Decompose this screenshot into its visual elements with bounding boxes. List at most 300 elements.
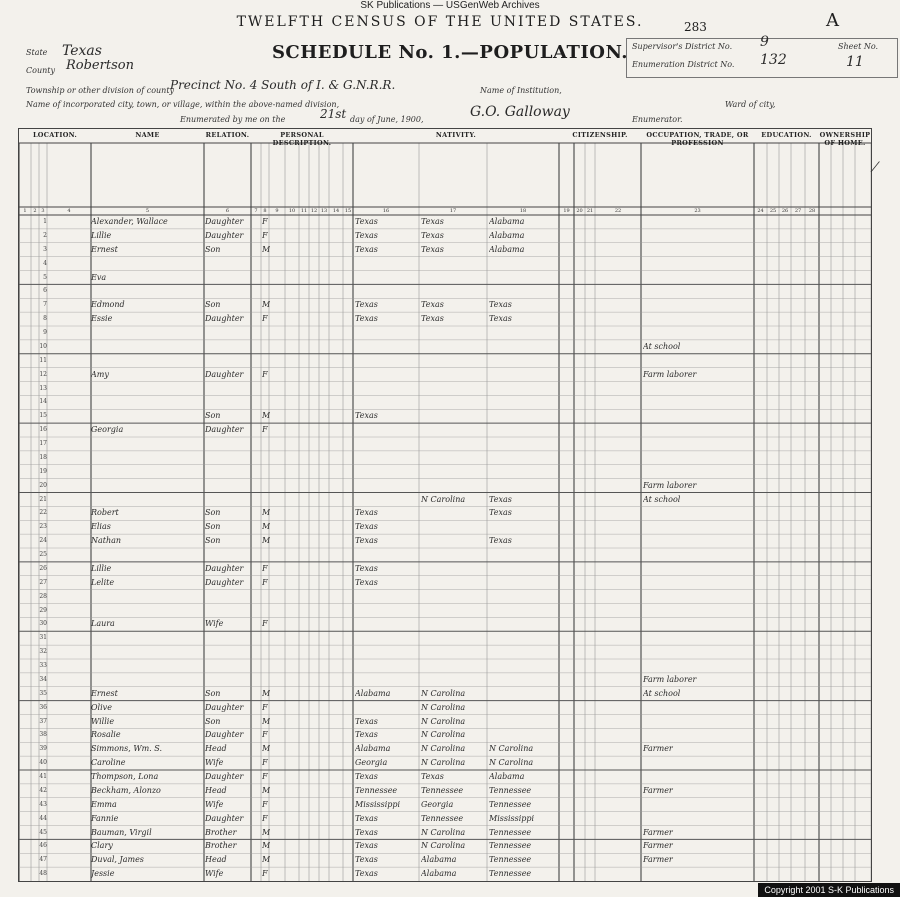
row-sex [262, 438, 270, 451]
row-rel: Wife [205, 619, 224, 629]
row-sex: M [262, 827, 270, 837]
row-occupation: At school [643, 688, 681, 698]
row-place [355, 272, 419, 285]
row-sex: F [262, 425, 268, 435]
row-mother: N Carolina [489, 758, 534, 768]
row-number: 44 [39, 814, 47, 822]
row-name [91, 383, 201, 396]
row-rel: Wife [205, 758, 224, 768]
row-place [355, 424, 419, 437]
row-father [421, 646, 487, 659]
row-name: Willie [91, 716, 115, 726]
row-mother: Tennessee [489, 799, 532, 809]
row-rel: Wife [205, 799, 224, 809]
row-place: Texas [355, 217, 378, 226]
row-name [91, 452, 201, 465]
row-number: 27 [39, 578, 47, 586]
row-sex: M [262, 244, 270, 254]
row-mother: Tennessee [489, 841, 532, 851]
enumerator-label: Enumerator. [632, 115, 683, 124]
row-father: Tennessee [421, 813, 464, 823]
row-father [421, 285, 487, 298]
row-number: 17 [39, 440, 47, 447]
row-rel: Son [205, 300, 221, 310]
row-rel [205, 591, 251, 604]
row-mother [489, 618, 559, 631]
row-mother [489, 424, 559, 437]
row-father: N Carolina [421, 730, 466, 740]
row-mother [489, 327, 559, 340]
row-place [355, 383, 419, 396]
row-place [355, 605, 419, 618]
row-name: Clary [91, 841, 113, 851]
row-mother [489, 605, 559, 618]
row-sex [262, 494, 270, 507]
row-father [421, 549, 487, 562]
section-header: OCCUPATION, TRADE, OR PROFESSION [646, 131, 749, 147]
row-father [421, 341, 487, 354]
row-sex [262, 466, 270, 479]
row-place: Alabama [355, 744, 391, 754]
row-sex: F [262, 799, 268, 809]
row-rel: Son [205, 536, 221, 546]
column-number: 10 [288, 208, 296, 214]
row-mother [489, 355, 559, 368]
section-header: NAME [135, 131, 160, 139]
row-father: Georgia [421, 799, 454, 809]
row-rel: Daughter [205, 369, 244, 379]
row-name [91, 494, 201, 507]
row-place [355, 285, 419, 298]
row-place: Texas [355, 855, 378, 865]
row-occupation: At school [643, 341, 681, 351]
row-sex: M [262, 716, 270, 726]
row-place: Texas [355, 730, 378, 740]
row-father [421, 507, 487, 520]
row-rel: Wife [205, 869, 224, 879]
row-place: Texas [355, 577, 378, 587]
row-mother: N Carolina [489, 744, 534, 754]
enumerated-label: Enumerated by me on the [180, 115, 286, 124]
row-name [91, 285, 201, 298]
township-label: Township or other division of county [26, 86, 175, 95]
row-name [91, 605, 201, 618]
row-rel [205, 355, 251, 368]
row-name [91, 410, 201, 423]
row-mother [489, 646, 559, 659]
row-place: Texas [355, 841, 378, 851]
row-place [355, 660, 419, 673]
row-number: 31 [39, 634, 47, 642]
row-mother [489, 702, 559, 715]
row-rel: Daughter [205, 425, 244, 435]
row-name: Emma [91, 799, 117, 809]
row-number: 21 [39, 495, 47, 503]
row-sex: F [262, 563, 268, 573]
row-number: 30 [39, 620, 47, 628]
row-mother [489, 674, 559, 687]
row-place: Texas [355, 522, 378, 532]
row-father [421, 591, 487, 604]
row-number: 29 [39, 606, 47, 614]
row-number: 2 [43, 231, 47, 239]
row-rel: Son [205, 508, 221, 518]
row-sex: F [262, 314, 268, 324]
row-place [355, 646, 419, 659]
institution-label: Name of Institution, [480, 86, 562, 95]
row-number: 18 [39, 453, 47, 461]
row-name: Nathan [91, 536, 122, 546]
row-name: Edmond [91, 300, 125, 310]
row-father [421, 424, 487, 437]
row-father: Texas [421, 244, 444, 254]
column-number: 13 [320, 208, 328, 214]
row-rel: Brother [205, 827, 237, 837]
row-rel: Son [205, 411, 221, 421]
row-sex [262, 355, 270, 368]
row-number: 23 [39, 523, 47, 531]
row-name: Lelite [91, 577, 115, 587]
row-number: 37 [39, 717, 47, 725]
row-rel: Daughter [205, 230, 244, 240]
row-number: 47 [39, 856, 47, 864]
row-number: 42 [39, 786, 47, 794]
row-name [91, 327, 201, 340]
row-sex: F [262, 730, 268, 740]
section-header: NATIVITY. [435, 131, 477, 139]
row-rel [205, 452, 251, 465]
row-mother [489, 632, 559, 645]
row-sex: M [262, 411, 270, 421]
row-father: N Carolina [421, 688, 466, 698]
row-place: Tennessee [355, 785, 398, 795]
row-place: Texas [355, 300, 378, 310]
row-sex: F [262, 619, 268, 629]
row-name: Rosalie [91, 730, 121, 740]
row-rel [205, 674, 251, 687]
row-place [355, 618, 419, 631]
row-sex [262, 258, 270, 271]
row-sex: F [262, 369, 268, 379]
row-name: Elias [91, 522, 111, 532]
row-sex [262, 646, 270, 659]
row-place: Mississippi [355, 799, 401, 809]
census-table [18, 128, 872, 882]
row-place: Georgia [355, 758, 388, 768]
row-sex: F [262, 758, 268, 768]
column-number: 4 [67, 208, 71, 214]
ward-label: Ward of city, [725, 100, 776, 109]
row-number: 40 [39, 759, 47, 767]
row-number: 36 [39, 703, 47, 711]
row-number: 45 [39, 828, 47, 836]
column-number: 21 [586, 208, 594, 214]
row-number: 22 [39, 509, 47, 517]
row-number: 3 [43, 245, 47, 253]
column-number: 1 [23, 208, 27, 214]
row-place [355, 369, 419, 382]
row-mother: Texas [489, 314, 512, 324]
row-number: 5 [43, 273, 47, 281]
row-place: Texas [355, 869, 378, 879]
row-rel [205, 285, 251, 298]
row-number: 25 [39, 551, 47, 558]
row-father [421, 383, 487, 396]
row-rel: Daughter [205, 702, 244, 712]
row-name: Olive [91, 702, 112, 712]
row-mother: Tennessee [489, 855, 532, 865]
row-rel [205, 549, 251, 562]
row-place: Texas [355, 813, 378, 823]
row-mother: Texas [489, 300, 512, 310]
row-father: Texas [421, 772, 444, 781]
row-father [421, 563, 487, 576]
page-number: 283 [684, 20, 707, 34]
row-father [421, 674, 487, 687]
column-number: 25 [769, 208, 777, 214]
row-mother [489, 452, 559, 465]
county-value: Robertson [66, 58, 134, 73]
row-mother [489, 410, 559, 423]
row-name: Essie [91, 314, 113, 324]
margin-annotation: ⁄ [874, 160, 877, 176]
county-label: County [26, 66, 55, 75]
row-sex [262, 480, 270, 493]
row-father: N Carolina [421, 716, 466, 726]
row-mother [489, 369, 559, 382]
row-number: 24 [39, 537, 47, 545]
row-sex [262, 660, 270, 673]
row-father [421, 466, 487, 479]
township-value: Precinct No. 4 South of I. & G.N.R.R. [170, 78, 396, 92]
row-number: 38 [39, 731, 47, 739]
row-mother [489, 577, 559, 590]
row-mother [489, 549, 559, 562]
row-number: 7 [43, 301, 47, 309]
enum-district-label: Enumeration District No. [632, 60, 735, 69]
enumerated-day: 21st [320, 107, 347, 121]
row-name: Eva [91, 272, 107, 282]
row-place [355, 632, 419, 645]
row-sex [262, 327, 270, 340]
row-father [421, 258, 487, 271]
row-name [91, 466, 201, 479]
row-name: Ernest [91, 244, 118, 254]
schedule-title: SCHEDULE No. 1.—POPULATION. [271, 42, 629, 63]
row-rel [205, 605, 251, 618]
row-rel [205, 327, 251, 340]
row-name [91, 396, 201, 409]
row-number: 10 [39, 342, 47, 350]
row-sex: F [262, 217, 268, 226]
row-father: Tennessee [421, 785, 464, 795]
row-sex [262, 383, 270, 396]
row-name: Jessie [91, 869, 115, 879]
row-sex: M [262, 855, 270, 865]
row-number: 9 [43, 329, 47, 336]
column-number: 15 [344, 208, 352, 214]
row-rel [205, 272, 251, 285]
row-number: 15 [39, 412, 47, 420]
row-occupation: Farm laborer [643, 674, 697, 684]
column-number: 26 [781, 208, 789, 214]
row-number: 34 [39, 675, 47, 683]
row-number: 35 [39, 689, 47, 697]
row-number: 43 [39, 800, 47, 808]
row-name: Caroline [91, 758, 126, 768]
row-sex: F [262, 813, 268, 823]
row-place [355, 549, 419, 562]
row-rel: Daughter [205, 772, 244, 781]
row-place: Texas [355, 411, 378, 421]
row-name: Amy [91, 369, 109, 379]
row-rel [205, 396, 251, 409]
row-father: N Carolina [421, 758, 466, 768]
section-header: OWNERSHIP OF HOME. [819, 131, 871, 147]
column-number: 2 [33, 208, 37, 214]
row-father [421, 272, 487, 285]
row-sex [262, 674, 270, 687]
row-sex: M [262, 536, 270, 546]
row-sex: M [262, 522, 270, 532]
row-place [355, 494, 419, 507]
row-number: 11 [39, 356, 47, 364]
row-rel [205, 466, 251, 479]
row-rel [205, 438, 251, 451]
archive-banner: SK Publications — USGenWeb Archives [360, 0, 540, 11]
enum-district-value: 132 [760, 52, 787, 68]
row-number: 4 [43, 259, 47, 267]
row-sex: F [262, 869, 268, 879]
row-father: N Carolina [421, 744, 466, 754]
row-name: Ernest [91, 688, 118, 698]
row-father [421, 452, 487, 465]
row-sex: F [262, 577, 268, 587]
row-rel: Head [205, 785, 227, 795]
row-name: Lillie [91, 563, 112, 573]
column-number: 17 [449, 208, 457, 214]
sheet-letter: A [826, 10, 839, 31]
row-sex [262, 285, 270, 298]
row-rel: Son [205, 716, 221, 726]
row-sex [262, 591, 270, 604]
row-name [91, 549, 201, 562]
row-mother [489, 285, 559, 298]
row-number: 46 [39, 842, 47, 850]
column-number: 11 [300, 208, 308, 214]
row-place: Alabama [355, 688, 391, 698]
row-mother [489, 438, 559, 451]
row-father [421, 632, 487, 645]
column-number: 14 [332, 208, 340, 214]
row-rel: Son [205, 688, 221, 698]
month-label: day of June, 1900, [350, 115, 424, 124]
row-mother [489, 729, 559, 742]
row-mother: Tennessee [489, 785, 532, 795]
row-occupation: Farm laborer [643, 480, 697, 490]
row-place: Texas [355, 716, 378, 726]
row-sex: M [262, 688, 270, 698]
row-rel: Daughter [205, 314, 244, 324]
row-place: Texas [355, 230, 378, 240]
row-father [421, 480, 487, 493]
row-mother: Alabama [489, 217, 525, 226]
row-name: Georgia [91, 425, 124, 435]
row-place [355, 438, 419, 451]
row-occupation: Farmer [643, 827, 673, 837]
census-title: TWELFTH CENSUS OF THE UNITED STATES. [236, 14, 644, 30]
row-place: Texas [355, 314, 378, 324]
row-name [91, 660, 201, 673]
row-mother [489, 383, 559, 396]
row-number: 8 [43, 315, 47, 323]
row-place [355, 327, 419, 340]
column-number: 7 [254, 208, 258, 214]
row-rel: Son [205, 244, 221, 254]
row-occupation: Farm laborer [643, 369, 697, 379]
row-number: 33 [39, 662, 47, 669]
row-name [91, 341, 201, 354]
state-label: State [26, 48, 48, 57]
row-sex [262, 549, 270, 562]
row-rel: Head [205, 855, 227, 865]
row-occupation: Farmer [643, 841, 673, 851]
row-rel: Daughter [205, 563, 244, 573]
row-number: 19 [39, 467, 47, 475]
row-mother [489, 341, 559, 354]
row-name: Thompson, Lona [91, 772, 159, 781]
row-number: 20 [39, 481, 47, 489]
row-sex: M [262, 300, 270, 310]
column-number: 12 [310, 208, 318, 214]
row-rel: Son [205, 522, 221, 532]
row-father: Texas [421, 300, 444, 310]
row-name [91, 632, 201, 645]
row-name [91, 258, 201, 271]
section-header: EDUCATION. [761, 131, 812, 139]
row-number: 48 [39, 870, 47, 878]
row-sex [262, 632, 270, 645]
row-rel: Daughter [205, 730, 244, 740]
row-place: Texas [355, 244, 378, 254]
row-rel: Daughter [205, 577, 244, 587]
column-number: 8 [263, 208, 267, 214]
row-mother [489, 272, 559, 285]
row-sex: F [262, 230, 268, 240]
row-name: Lillie [91, 230, 112, 240]
row-occupation: At school [643, 494, 681, 504]
city-label: Name of incorporated city, town, or village, within the above-named division, [26, 100, 340, 109]
copyright-notice: Copyright 2001 S-K Publications [758, 883, 900, 897]
row-rel [205, 660, 251, 673]
row-mother: Mississippi [489, 813, 535, 823]
row-rel: Daughter [205, 813, 244, 823]
row-place: Texas [355, 563, 378, 573]
row-occupation: Farmer [643, 744, 673, 754]
row-number: 41 [39, 773, 47, 780]
row-place [355, 452, 419, 465]
supervisor-label: Supervisor's District No. [632, 42, 733, 51]
row-father: N Carolina [421, 841, 466, 851]
column-number: 27 [794, 208, 802, 214]
row-mother: Tennessee [489, 827, 532, 837]
row-place [355, 258, 419, 271]
sheet-label: Sheet No. [838, 42, 879, 51]
row-name: Laura [91, 619, 115, 629]
row-name: Beckham, Alonzo [91, 785, 161, 795]
row-father: Alabama [421, 869, 457, 879]
row-mother: Alabama [489, 244, 525, 254]
